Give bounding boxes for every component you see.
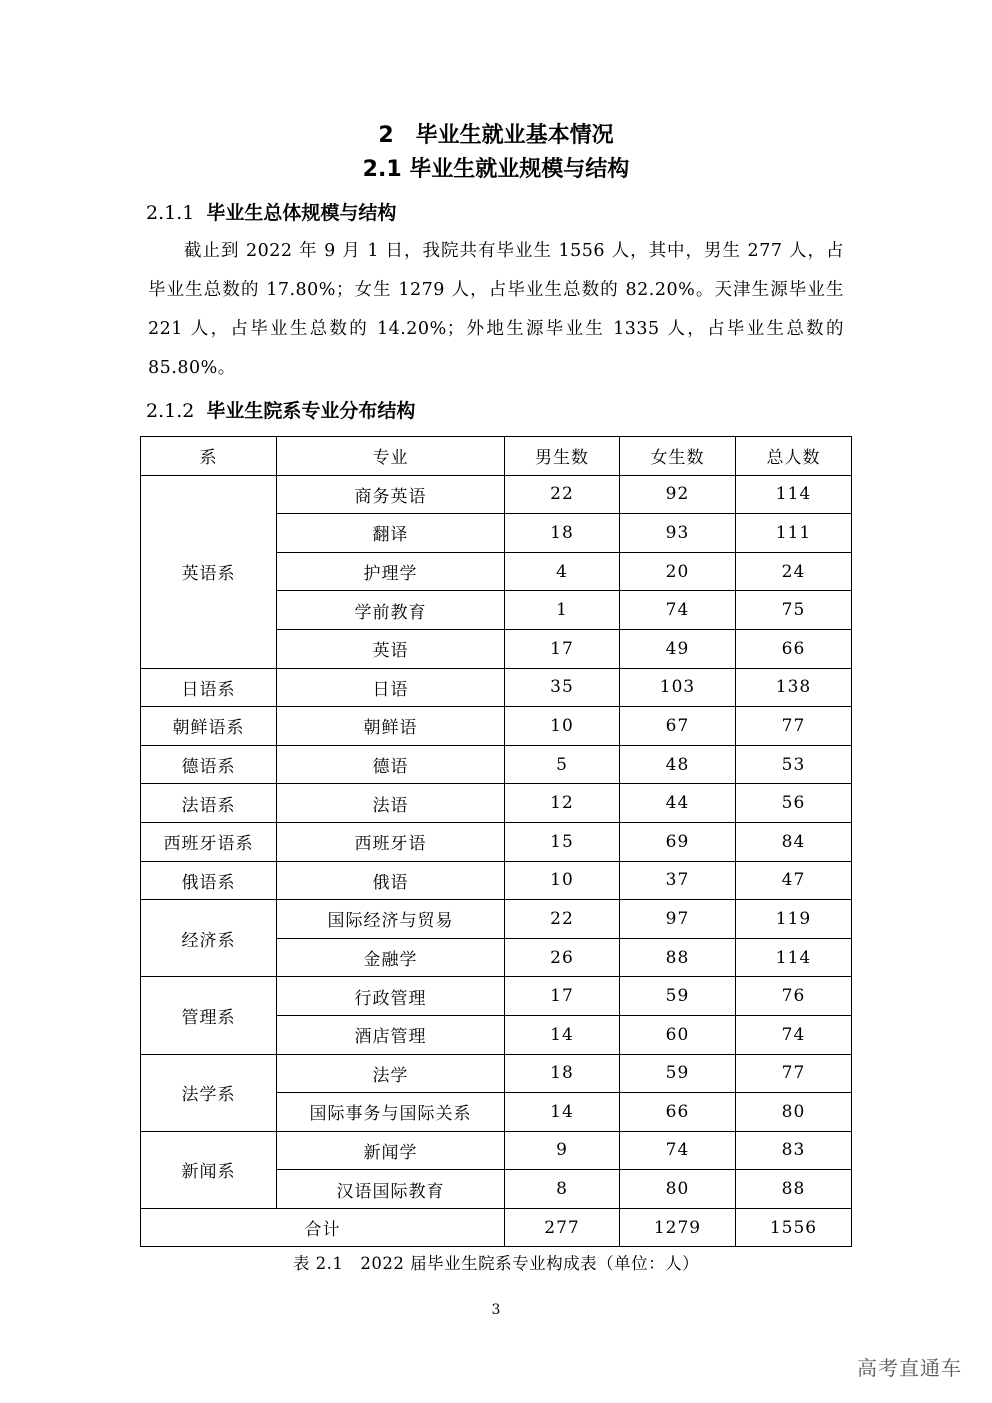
female-cell: 59 [620, 1054, 736, 1093]
header-major: 专业 [277, 437, 505, 476]
total-cell: 56 [736, 784, 852, 823]
table-row [141, 977, 852, 1016]
female-cell: 92 [620, 475, 736, 514]
total-cell: 138 [736, 668, 852, 707]
dept-cell: 德语系 [141, 745, 277, 784]
female-cell: 97 [620, 900, 736, 939]
total-cell: 66 [736, 629, 852, 668]
table-row [141, 861, 852, 900]
male-cell: 4 [505, 552, 620, 591]
major-cell: 汉语国际教育 [277, 1170, 505, 1209]
table-row [141, 900, 852, 939]
male-cell: 17 [505, 629, 620, 668]
male-cell: 14 [505, 1093, 620, 1132]
subsection-title: 毕业生总体规模与结构 [206, 202, 397, 224]
watermark: 高考直通车 [857, 1356, 962, 1380]
male-cell: 26 [505, 938, 620, 977]
total-cell: 77 [736, 1054, 852, 1093]
major-cell: 新闻学 [277, 1131, 505, 1170]
table-row [141, 1054, 852, 1093]
dept-cell: 经济系 [141, 900, 277, 977]
subsection-heading-2 [146, 396, 415, 423]
total-cell: 84 [736, 822, 852, 861]
total-cell: 77 [736, 707, 852, 746]
subsection-number: 2.1.2 [146, 400, 195, 422]
table-header-row [141, 437, 852, 476]
major-cell: 俄语 [277, 861, 505, 900]
total-cell: 114 [736, 475, 852, 514]
dept-cell: 西班牙语系 [141, 822, 277, 861]
male-cell: 9 [505, 1131, 620, 1170]
table-total-row [141, 1208, 852, 1247]
table-row [141, 668, 852, 707]
dept-cell: 法语系 [141, 784, 277, 823]
male-cell: 8 [505, 1170, 620, 1209]
major-cell: 德语 [277, 745, 505, 784]
male-cell: 10 [505, 861, 620, 900]
table-row [141, 1131, 852, 1170]
female-cell: 80 [620, 1170, 736, 1209]
male-cell: 22 [505, 900, 620, 939]
dept-cell: 朝鲜语系 [141, 707, 277, 746]
major-cell: 朝鲜语 [277, 707, 505, 746]
total-female: 1279 [620, 1208, 736, 1247]
male-cell: 10 [505, 707, 620, 746]
male-cell: 12 [505, 784, 620, 823]
major-cell: 英语 [277, 629, 505, 668]
major-cell: 国际经济与贸易 [277, 900, 505, 939]
female-cell: 93 [620, 514, 736, 553]
total-male: 277 [505, 1208, 620, 1247]
summary-paragraph: 截止到 2022 年 9 月 1 日，我院共有毕业生 1556 人，其中，男生 277 人，占毕业生总数的 17.80%；女生 1279 人，占毕业生总数的 82.20%。天津生源毕业生 221 人，占毕业生总数的 14.20%；外地生源毕业生 1335 人，占毕业生总数的 85.80%。 [148, 241, 844, 378]
total-all: 1556 [736, 1208, 852, 1247]
female-cell: 67 [620, 707, 736, 746]
dept-cell: 日语系 [141, 668, 277, 707]
major-cell: 法学 [277, 1054, 505, 1093]
male-cell: 5 [505, 745, 620, 784]
subsection-heading-1 [146, 198, 396, 225]
female-cell: 66 [620, 1093, 736, 1132]
dept-cell: 英语系 [141, 475, 277, 668]
table-row [141, 475, 852, 514]
total-cell: 76 [736, 977, 852, 1016]
female-cell: 37 [620, 861, 736, 900]
female-cell: 59 [620, 977, 736, 1016]
total-label: 合计 [141, 1208, 505, 1247]
header-male: 男生数 [505, 437, 620, 476]
table-row [141, 822, 852, 861]
male-cell: 18 [505, 514, 620, 553]
female-cell: 103 [620, 668, 736, 707]
male-cell: 15 [505, 822, 620, 861]
major-cell: 法语 [277, 784, 505, 823]
total-cell: 114 [736, 938, 852, 977]
major-cell: 翻译 [277, 514, 505, 553]
header-dept: 系 [141, 437, 277, 476]
department-major-table [140, 436, 852, 1247]
male-cell: 22 [505, 475, 620, 514]
total-cell: 111 [736, 514, 852, 553]
total-cell: 80 [736, 1093, 852, 1132]
subsection-title: 毕业生院系专业分布结构 [206, 400, 416, 422]
male-cell: 14 [505, 1015, 620, 1054]
total-cell: 88 [736, 1170, 852, 1209]
female-cell: 49 [620, 629, 736, 668]
table-caption: 表 2.1 2022 届毕业生院系专业构成表（单位：人） [292, 1254, 700, 1273]
total-cell: 53 [736, 745, 852, 784]
major-cell: 学前教育 [277, 591, 505, 630]
major-cell: 国际事务与国际关系 [277, 1093, 505, 1132]
female-cell: 48 [620, 745, 736, 784]
female-cell: 69 [620, 822, 736, 861]
male-cell: 18 [505, 1054, 620, 1093]
major-cell: 金融学 [277, 938, 505, 977]
table-row [141, 784, 852, 823]
table-row [141, 745, 852, 784]
subsection-number: 2.1.1 [146, 202, 195, 224]
section-heading: 2.1 毕业生就业规模与结构 [362, 157, 630, 182]
total-cell: 119 [736, 900, 852, 939]
table-row [141, 707, 852, 746]
female-cell: 44 [620, 784, 736, 823]
male-cell: 17 [505, 977, 620, 1016]
female-cell: 74 [620, 591, 736, 630]
total-cell: 83 [736, 1131, 852, 1170]
dept-cell: 管理系 [141, 977, 277, 1054]
female-cell: 88 [620, 938, 736, 977]
male-cell: 1 [505, 591, 620, 630]
total-cell: 75 [736, 591, 852, 630]
dept-cell: 法学系 [141, 1054, 277, 1131]
major-cell: 商务英语 [277, 475, 505, 514]
chapter-heading: 2 毕业生就业基本情况 [378, 123, 614, 148]
female-cell: 60 [620, 1015, 736, 1054]
major-cell: 酒店管理 [277, 1015, 505, 1054]
female-cell: 20 [620, 552, 736, 591]
page-number: 3 [491, 1302, 501, 1318]
total-cell: 24 [736, 552, 852, 591]
male-cell: 35 [505, 668, 620, 707]
major-cell: 日语 [277, 668, 505, 707]
header-total: 总人数 [736, 437, 852, 476]
total-cell: 47 [736, 861, 852, 900]
major-cell: 行政管理 [277, 977, 505, 1016]
dept-cell: 俄语系 [141, 861, 277, 900]
header-female: 女生数 [620, 437, 736, 476]
female-cell: 74 [620, 1131, 736, 1170]
dept-cell: 新闻系 [141, 1131, 277, 1208]
major-cell: 西班牙语 [277, 822, 505, 861]
major-cell: 护理学 [277, 552, 505, 591]
total-cell: 74 [736, 1015, 852, 1054]
